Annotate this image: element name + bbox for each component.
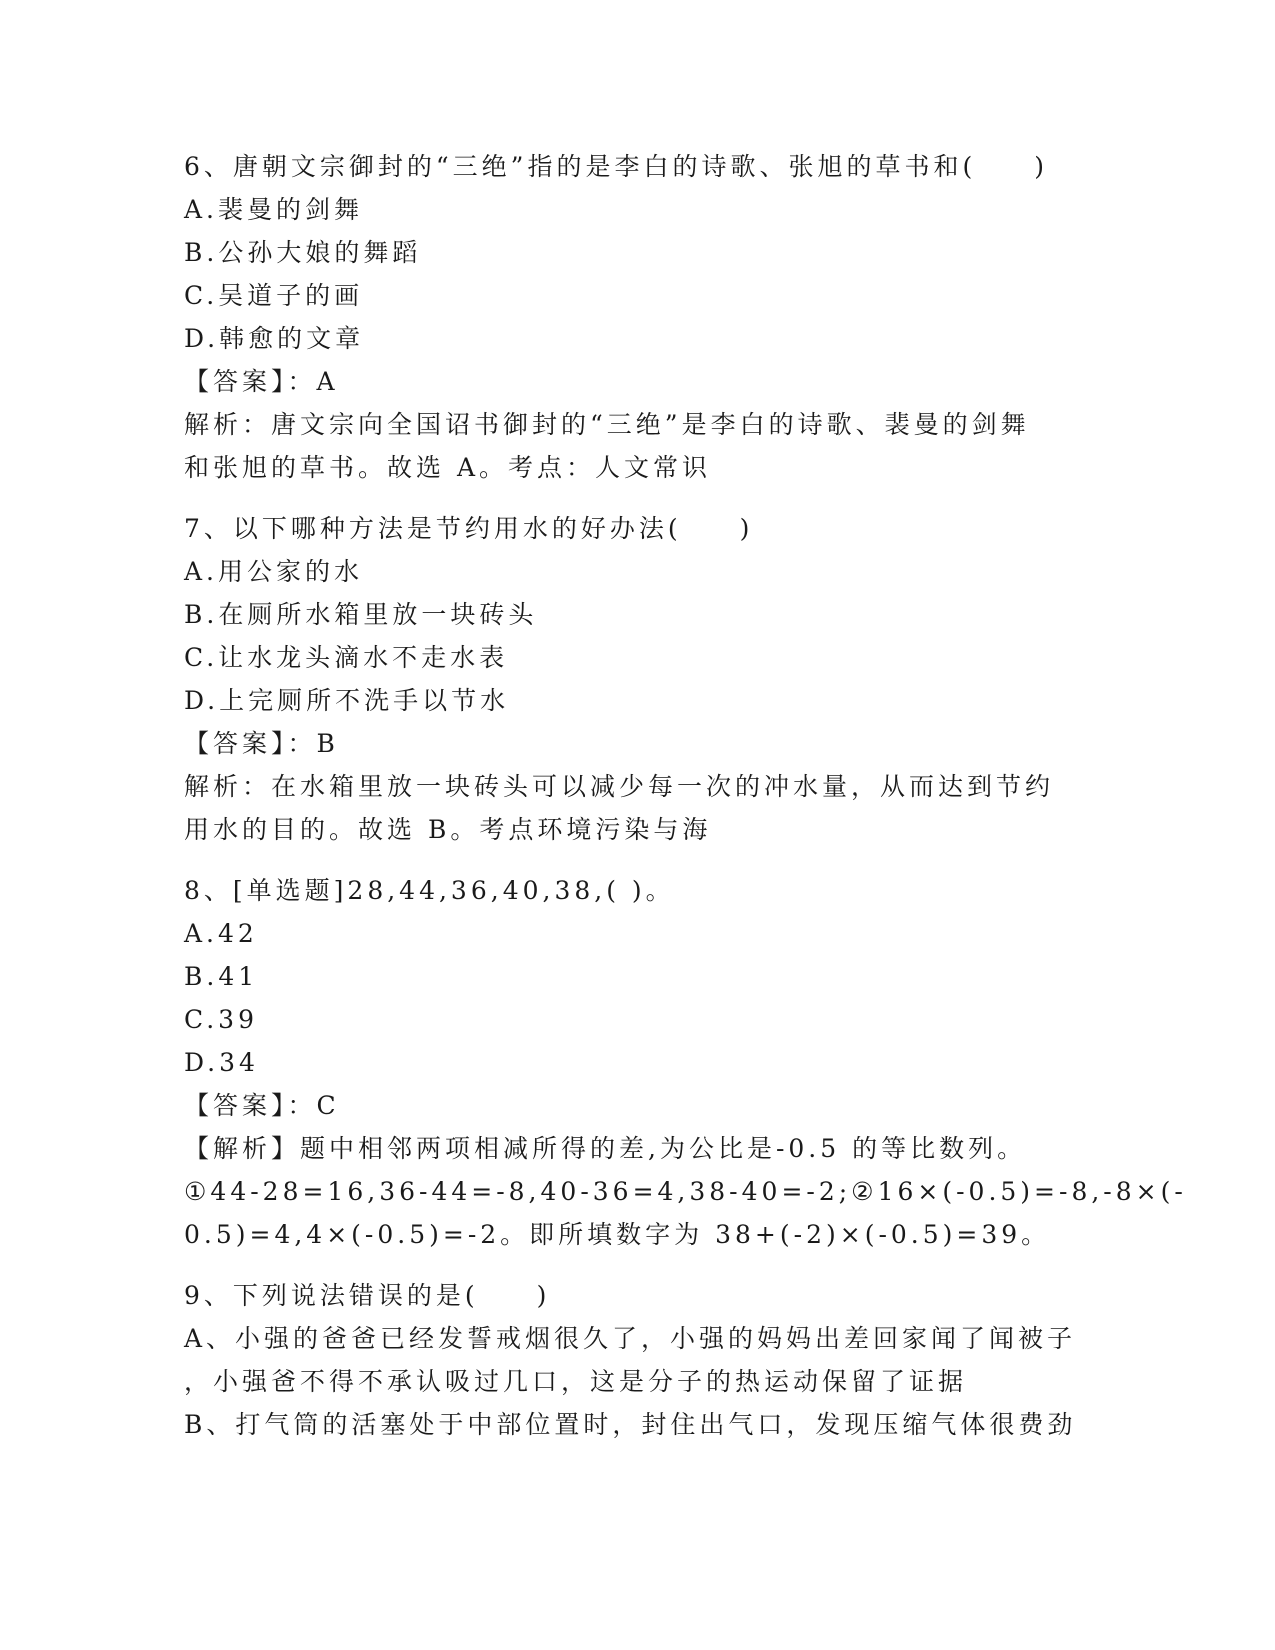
option-c: C.39 xyxy=(184,1005,258,1034)
analysis-line: ①44-28=16,36-44=-8,40-36=4,38-40=-2;②16×(-0.5)=-8,-8×(- xyxy=(184,1177,1187,1206)
question-8 xyxy=(184,869,1187,1256)
answer-line: 【答案】：B xyxy=(184,729,339,758)
question-7 xyxy=(184,507,1084,851)
question-stem: 7、以下哪种方法是节约用水的好办法( ) xyxy=(184,514,754,543)
analysis-line: 用水的目的。故选 B。考点环境污染与海 xyxy=(184,815,712,844)
option-a: A.用公家的水 xyxy=(184,557,364,586)
answer-line: 【答案】：C xyxy=(184,1091,340,1120)
option-d: D.上完厕所不洗手以节水 xyxy=(184,686,510,715)
document-content xyxy=(184,145,1187,1464)
option-a: A、小强的爸爸已经发誓戒烟很久了，小强的妈妈出差回家闻了闻被子 xyxy=(184,1324,1077,1353)
option-c: C.让水龙头滴水不走水表 xyxy=(184,643,509,672)
analysis-line: 【解析】题中相邻两项相减所得的差,为公比是-0.5 的等比数列。 xyxy=(184,1134,1027,1163)
option-b: B.41 xyxy=(184,962,259,991)
option-b: B.在厕所水箱里放一块砖头 xyxy=(184,600,538,629)
option-a-continued: ，小强爸不得不承认吸过几口，这是分子的热运动保留了证据 xyxy=(184,1367,968,1396)
option-c: C.吴道子的画 xyxy=(184,281,364,310)
option-a: A.裴曼的剑舞 xyxy=(184,195,364,224)
analysis-line: 解析：在水箱里放一块砖头可以减少每一次的冲水量，从而达到节约 xyxy=(184,772,1055,801)
option-a: A.42 xyxy=(184,919,258,948)
analysis-line: 0.5)=4,4×(-0.5)=-2。即所填数字为 38+(-2)×(-0.5)=39。 xyxy=(184,1220,1051,1249)
option-b: B.公孙大娘的舞蹈 xyxy=(184,238,422,267)
answer-line: 【答案】：A xyxy=(184,367,339,396)
analysis-line: 解析：唐文宗向全国诏书御封的“三绝”是李白的诗歌、裴曼的剑舞 xyxy=(184,410,1030,439)
question-stem: 9、下列说法错误的是( ) xyxy=(184,1281,551,1310)
question-6 xyxy=(184,145,1084,489)
question-stem: 8、[单选题]28,44,36,40,38,( )。 xyxy=(184,876,675,905)
question-9 xyxy=(184,1274,1084,1446)
option-b: B、打气筒的活塞处于中部位置时，封住出气口，发现压缩气体很费劲 xyxy=(184,1410,1077,1439)
option-d: D.34 xyxy=(184,1048,259,1077)
question-stem: 6、唐朝文宗御封的“三绝”指的是李白的诗歌、张旭的草书和( ) xyxy=(184,152,1048,181)
option-d: D.韩愈的文章 xyxy=(184,324,365,353)
analysis-line: 和张旭的草书。故选 A。考点：人文常识 xyxy=(184,453,712,482)
